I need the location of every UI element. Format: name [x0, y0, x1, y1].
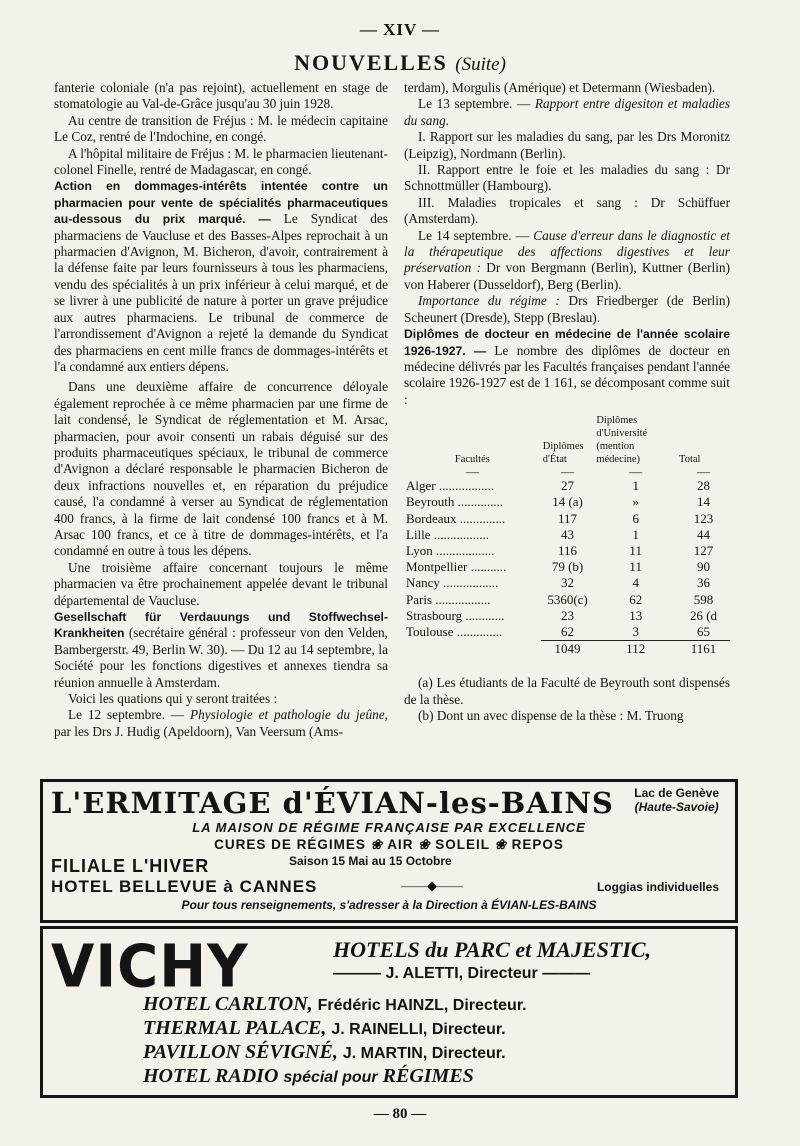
- total-cell: 1161: [677, 641, 730, 658]
- left-column: [54, 80, 388, 740]
- total-cell: [404, 641, 541, 658]
- ad-vichy-hotel: THERMAL PALACE, J. RAINELLI, Directeur.: [143, 1017, 506, 1039]
- table-cell: 14 (a): [552, 494, 583, 510]
- paragraph: Dans une deuxième affaire de concurrence déloyale également reprochée à ce même pharmacien par une firme de lait condensé, le Syndicat de réglementation et M. Arsac, pharmacien, pour avoir consenti un rabais déguisé sur des produits pharmaceutiques spéciaux, le tribunal de commerce d'Avignon a déclaré responsable le pharmacien Bicheron de deux infractions nouvelles et, en réparation du préjudice causé, l'a condamné à verser au Syndicat de réglementation 400 francs, à la firme de lait condensé 100 francs et à M. Arsac 100 francs, et ce à titre de dommages-intérêts, et l'a condamné en outre à tous les dépens.: [54, 379, 388, 559]
- ad-evian-cures: CURES DE RÉGIMES ❀ AIR ❀ SOLEIL ❀ REPOS: [214, 837, 564, 852]
- table-total-row: [404, 641, 730, 658]
- ad-evian-loggias: Loggias individuelles: [596, 880, 719, 894]
- header-total: Total: [679, 454, 701, 466]
- ornament-icon: ——◆——: [401, 878, 463, 893]
- table-cell: 62: [561, 623, 575, 639]
- paragraph: Le 14 septembre. — Cause d'erreur dans le diagnostic et la thérapeutique des affections digestives et leur préservation : Dr von Bergmann (Berlin), Kuttner (Berlin) von Haberer (Dusseldorf), Berg (Berlin).: [404, 227, 731, 292]
- table-row: [404, 478, 730, 494]
- section-rubric: [0, 50, 800, 76]
- separator-icon: ❀: [370, 837, 383, 852]
- ad-vichy-hotel: HOTEL CARLTON, Frédéric HAINZL, Directeur.: [143, 993, 527, 1015]
- faculty-name: Nancy .................: [406, 575, 499, 591]
- paragraph: Le 13 septembre. — Rapport entre digesiton et maladies du sang.: [404, 96, 730, 128]
- table-cell: 598: [693, 591, 714, 607]
- table-cell: 32: [561, 575, 575, 591]
- table-cell: 28: [697, 478, 711, 494]
- ad-vichy-hotel: HOTEL RADIO spécial pour RÉGIMES: [143, 1065, 474, 1087]
- table-cell: 27: [561, 478, 575, 494]
- paragraph: A l'hôpital militaire de Fréjus : M. le pharmacien lieutenant-colonel Finelle, rentré de Madagascar, en congé.: [54, 145, 388, 178]
- table-cell: 1: [632, 526, 639, 542]
- table-header-row: [404, 414, 730, 466]
- paragraph-lead: Diplômes de docteur en médecine de l'année scolaire 1926-1927. —: [404, 327, 730, 358]
- table-cell: 11: [629, 542, 642, 558]
- paragraph: Le 12 septembre. — Physiologie et pathologie du jeûne, par les Drs J. Hudig (Apeldoorn), Van Veersum (Ams-: [54, 707, 388, 739]
- table-cell: 43: [561, 526, 575, 542]
- table-cell: 4: [632, 575, 639, 591]
- table-cell: 36: [697, 575, 711, 591]
- table-cell: 14: [697, 494, 711, 510]
- table-cell: 26 (d: [689, 607, 718, 623]
- table-row: [404, 608, 730, 624]
- paragraph: Diplômes de docteur en médecine de l'année scolaire 1926-1927. — Le nombre des diplômes de docteur en médecine délivrés par les Facultés françaises pendant l'année scolaire 1926-1927 est de 1 161, se décomposant comme suit :: [404, 327, 730, 407]
- paragraph: Voici les quations qui y seront traitées :: [68, 691, 278, 707]
- faculty-name: Beyrouth ..............: [406, 494, 504, 510]
- ad-evian-brand: L'ERMITAGE d'ÉVIAN-les-BAINS: [51, 786, 614, 820]
- table-dash-row: — — — —: [465, 464, 711, 480]
- paragraph: Une troisième affaire concernant toujours le même pharmacien va être prochainement appelée devant le tribunal départemental de Vaucluse.: [54, 559, 388, 608]
- paragraph-lead: Action en dommages-intérêts intentée contre un pharmacien pour vente de spécialités pharmaceutiques au-dessous du prix marqué. —: [54, 179, 388, 227]
- ad-vichy-brand: VICHY: [51, 933, 249, 1002]
- table-cell: 23: [561, 607, 575, 623]
- table-body: [404, 478, 730, 657]
- table-cell: 11: [629, 559, 642, 575]
- table-cell: 6: [632, 510, 639, 526]
- folio-roman: — XIV —: [359, 20, 441, 39]
- ad-evian-maison: LA MAISON DE RÉGIME FRANÇAISE PAR EXCELLENCE: [192, 820, 586, 835]
- separator-icon: ❀: [418, 837, 431, 852]
- paragraph-lead: Gesellschaft für Verdauungs und Stoffwechsel-Krankheiten: [54, 610, 388, 641]
- table-cell: 116: [558, 542, 578, 558]
- table-cell: 117: [558, 510, 578, 526]
- table-row: [404, 527, 730, 543]
- table-row: [404, 511, 730, 527]
- ad-evian-location: Lac de Genève (Haute-Savoie): [634, 786, 719, 814]
- footnote: (a) Les étudiants de la Faculté de Beyrouth sont dispensés de la thèse.: [404, 675, 730, 707]
- table-cell: 65: [697, 623, 711, 639]
- ad-evian-renseignements: Pour tous renseignements, s'adresser à la Direction à ÉVIAN-LES-BAINS: [181, 898, 597, 912]
- ad-vichy-aletti: ——— J. ALETTI, Directeur ———: [333, 965, 591, 982]
- faculty-name: Paris .................: [406, 591, 491, 607]
- header-diplomes-universite: Diplômes d'Université (mention médecine): [596, 415, 648, 466]
- right-column: [404, 80, 730, 725]
- table-cell: 44: [697, 526, 711, 542]
- table-cell: 123: [693, 510, 714, 526]
- total-cell: 1049: [541, 641, 595, 658]
- faculty-name: Alger .................: [406, 478, 495, 494]
- header-facultes: Facultés: [454, 454, 490, 466]
- ad-vichy-hotel: PAVILLON SÉVIGNÉ, J. MARTIN, Directeur.: [143, 1041, 506, 1063]
- paragraph: Gesellschaft für Verdauungs und Stoffwechsel-Krankheiten (secrétaire général : professeur von den Velden, Bambergerstr. 49, Berlin W. 30). — Du 12 au 14 septembre, la Société pour les fonctions digestives et annexes tiendra sa réunion annuelle à Amsterdam.: [54, 610, 388, 690]
- table-cell: 79 (b): [551, 559, 584, 575]
- paragraph: terdam), Morgulis (Amérique) et Determann (Wiesbaden).: [404, 80, 716, 95]
- footnote: (b) Dont un avec dispense de la thèse : M. Truong: [418, 708, 684, 724]
- table-cell: 1: [632, 478, 639, 494]
- ad-vichy-parc: HOTELS du PARC et MAJESTIC,: [333, 937, 652, 962]
- separator-icon: ❀: [494, 837, 507, 852]
- paragraph: Action en dommages-intérêts intentée contre un pharmacien pour vente de spécialités pharmaceutiques au-dessous du prix marqué. — Le Syndicat des pharmaciens de Vaucluse et des Basses-Alpes reprochait à un pharmacien d'Avignon, M. Bicheron, d'avoir, contrairement à la défense faite par leurs fournisseurs à tous les pharmaciens, vendu des spécialités à un prix inférieur à celui marqué, et de se livrer à une publicité de nature à porter un grave préjudice aux autres pharmaciens. Le tribunal de commerce de l'arrondissement d'Avignon a rejeté la demande du Syndicat des pharmaciens en cent mille francs de dommages-intérêts et l'a condamné aux entiers dépens.: [54, 179, 388, 374]
- paragraph: Importance du régime : Drs Friedberger (de Berlin) Scheunert (Dresde), Stepp (Breslau).: [404, 293, 730, 325]
- ad-evian-hotel: HOTEL BELLEVUE à CANNES: [51, 877, 318, 896]
- table-row: [404, 559, 730, 575]
- table-row: [404, 624, 730, 641]
- advertisement-evian: [40, 779, 738, 923]
- table-cell: 62: [629, 591, 643, 607]
- advertisement-vichy: [40, 926, 738, 1098]
- table-cell: 3: [632, 623, 639, 639]
- ad-evian-saison: Saison 15 Mai au 15 Octobre: [289, 854, 452, 868]
- rubric-suite: (Suite): [455, 54, 506, 75]
- ad-evian-filiale: FILIALE L'HIVER: [51, 856, 210, 876]
- faculty-name: Montpellier ...........: [406, 559, 507, 575]
- paragraph: I. Rapport sur les maladies du sang, par les Drs Moronitz (Leipzig), Nordmann (Berlin).: [404, 129, 730, 161]
- header-diplomes-etat: Diplômes d'État: [542, 441, 584, 466]
- table-row: [404, 543, 730, 559]
- faculty-name: Strasbourg ............: [406, 607, 505, 623]
- diplomas-table: [404, 414, 730, 657]
- table-cell: »: [632, 494, 639, 510]
- faculty-name: Lille .................: [406, 526, 490, 542]
- table-cell: 127: [693, 542, 714, 558]
- table-cell: 13: [629, 607, 643, 623]
- paragraph: fanterie coloniale (n'a pas rejoint), actuellement en stage de stomatologie au Val-de-Grâce jusqu'au 30 juin 1928.: [54, 80, 388, 112]
- rubric-title: NOUVELLES: [294, 50, 448, 75]
- table-cell: 90: [697, 559, 711, 575]
- paragraph: II. Rapport entre le foie et les maladies du sang : Dr Schnottmüller (Hambourg).: [404, 162, 730, 194]
- faculty-name: Bordeaux ..............: [406, 510, 506, 526]
- page-number: — 80 —: [373, 1106, 427, 1122]
- total-cell: 112: [594, 641, 677, 658]
- table-row: [404, 592, 730, 608]
- table-row: [404, 494, 730, 510]
- faculty-name: Toulouse ..............: [406, 624, 503, 640]
- paragraph: III. Maladies tropicales et sang : Dr Schüffuer (Amsterdam).: [404, 194, 730, 227]
- table-row: [404, 575, 730, 591]
- footnotes: [404, 675, 730, 724]
- faculty-name: Lyon ..................: [406, 542, 495, 558]
- paragraph: Au centre de transition de Fréjus : M. le médecin capitaine Le Coz, rentré de l'Indochine, en congé.: [54, 112, 388, 145]
- table-cell: 5360(c): [547, 591, 588, 607]
